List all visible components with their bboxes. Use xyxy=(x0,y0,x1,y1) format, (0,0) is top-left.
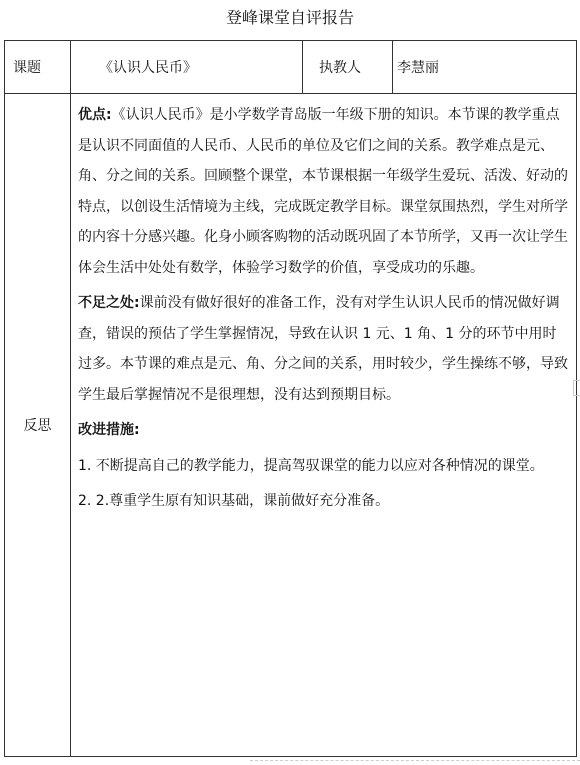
teacher-label: 执教人 xyxy=(319,60,361,76)
topic-label: 课题 xyxy=(13,60,41,76)
topic-label-cell xyxy=(5,41,71,94)
reflection-label-cell xyxy=(5,94,71,757)
page-bottom-divider xyxy=(250,760,580,761)
strengths-text: 《认识人民币》是小学数学青岛版一年级下册的知识。本节课的教学重点是认识不同面值的人民币、人民币的单位及它们之间的关系。教学难点是元、角、分之间的关系。回顾整个课堂，本节课根据一年级学生爱玩、活泼、好动的特点，以创设生活情境为主线，完成既定教学目标。课堂氛围热烈，学生对所学的内容十分感兴趣。化身小顾客购物的活动既巩固了本节所学，又再一次让学生体会生活中处处有数学，体验学习数学的价值，享受成功的乐趣。 xyxy=(78,107,568,276)
reflection-content xyxy=(71,94,577,757)
page-margin-marker xyxy=(573,380,580,396)
page-title: 登峰课堂自评报告 xyxy=(225,8,354,27)
weakness-label: 不足之处: xyxy=(78,295,140,311)
weakness-paragraph xyxy=(78,288,570,410)
teacher-label-cell xyxy=(303,41,393,94)
teacher-value: 李慧丽 xyxy=(397,60,439,76)
weakness-text: 课前没有做好很好的准备工作，没有对学生认识人民币的情况做好调查，错误的预估了学生掌握情况，导致在认识 1 元、1 角、1 分的环节中用时过多。本节课的难点是元、角、分之间的关系，用时较少，学生操练不够，导致学生最后掌握情况不是很理想，没有达到预期目标。 xyxy=(78,295,568,403)
topic-value: 《认识人民币》 xyxy=(99,60,197,76)
reflection-label: 反思 xyxy=(23,418,52,434)
strengths-paragraph xyxy=(78,100,570,283)
report-table xyxy=(4,40,577,757)
topic-value-cell xyxy=(71,41,303,94)
reflection-row xyxy=(5,94,577,757)
header-row xyxy=(5,41,577,94)
strengths-label: 优点: xyxy=(78,107,112,123)
improve-item-2: 2. 2.尊重学生原有知识基础，课前做好充分准备。 xyxy=(78,493,390,509)
improve-item-1: 1. 不断提高自己的教学能力，提高驾驭课堂的能力以应对各种情况的课堂。 xyxy=(78,457,544,474)
improve-label: 改进措施: xyxy=(78,422,140,438)
teacher-value-cell xyxy=(393,41,577,94)
